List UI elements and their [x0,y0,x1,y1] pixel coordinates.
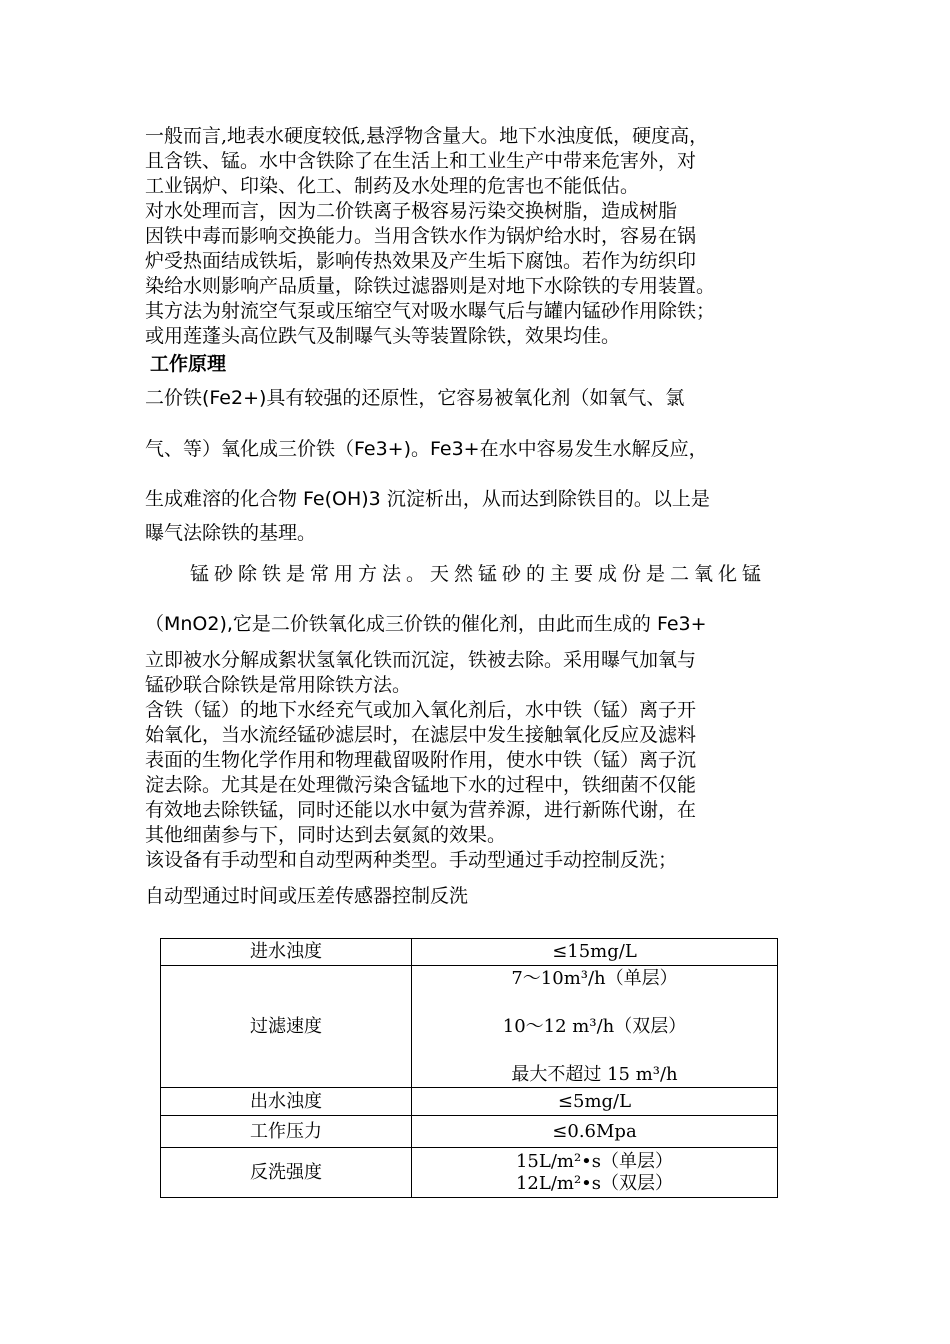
cell-spacer [412,1038,777,1064]
text-line: 一般而言,地表水硬度较低,悬浮物含量大。地下水浊度低，硬度高， [145,125,709,147]
table-cell-label: 过滤速度 [161,966,412,1088]
text-line: 因铁中毒而影响交换能力。当用含铁水作为锅炉给水时，容易在锅 [145,225,697,247]
text-line: 表面的生物化学作用和物理截留吸附作用，使水中铁（锰）离子沉 [145,749,697,771]
table-cell-label: 出水浊度 [161,1088,412,1116]
table-row [161,939,778,966]
text-line: 二价铁(Fe2+)具有较强的还原性，它容易被氧化剂（如氧气、氯 [145,387,685,409]
text-line: 炉受热面结成铁垢，影响传热效果及产生垢下腐蚀。若作为纺织印 [145,250,697,272]
cell-line: 12L/m²•s（双层） [515,1172,674,1194]
table-cell-label: 工作压力 [161,1116,412,1148]
cell-spacer [412,990,777,1016]
text-line: 对水处理而言，因为二价铁离子极容易污染交换树脂，造成树脂 [145,200,678,222]
table-cell-value: ≤5mg/L [412,1088,778,1116]
text-line: 或用莲蓬头高位跌气及制曝气头等装置除铁，效果均佳。 [145,325,621,347]
text-line: 始氧化，当水流经锰砂滤层时，在滤层中发生接触氧化反应及滤料 [145,724,697,746]
text-line: 有效地去除铁锰，同时还能以水中氨为营养源，进行新陈代谢，在 [145,799,697,821]
table-cell-value: ≤15mg/L [412,939,778,966]
text-line: 其他细菌参与下，同时达到去氨氮的效果。 [145,824,507,846]
text-line: 曝气法除铁的基理。 [145,522,317,544]
text-line: 该设备有手动型和自动型两种类型。手动型通过手动控制反洗； [145,849,678,871]
text-line: 生成难溶的化合物 Fe(OH)3 沉淀析出，从而达到除铁目的。以上是 [145,488,710,510]
table-cell-value [412,966,778,1088]
text-line: 淀去除。尤其是在处理微污染含锰地下水的过程中，铁细菌不仅能 [145,774,697,796]
table-row [161,966,778,1088]
spec-table [160,938,778,1198]
table-cell-label: 进水浊度 [161,939,412,966]
text-line: 锰砂除铁是常用方法。天然锰砂的主要成份是二氧化锰 [190,563,767,585]
cell-line: 15L/m²•s（单层） [515,1150,674,1172]
table-cell-value: ≤0.6Mpa [412,1116,778,1148]
text-line: 立即被水分解成絮状氢氧化铁而沉淀，铁被去除。采用曝气加氧与 [145,649,697,671]
cell-line: 7～10m³/h（单层） [511,967,678,989]
text-line: 自动型通过时间或压差传感器控制反洗 [145,885,469,907]
table-row [161,1116,778,1148]
table-row [161,1148,778,1198]
cell-line: 10～12 m³/h（双层） [502,1015,687,1037]
section-heading: 工作原理 [150,353,227,375]
text-line: 气、等）氧化成三价铁（Fe3+)。Fe3+在水中容易发生水解反应， [145,438,708,460]
text-line: （MnO2),它是二价铁氧化成三价铁的催化剂，由此而生成的 Fe3+ [145,613,707,635]
cell-line: 最大不超过 15 m³/h [511,1063,678,1085]
text-line: 染给水则影响产品质量，除铁过滤器则是对地下水除铁的专用装置。 [145,275,716,297]
text-line: 锰砂联合除铁是常用除铁方法。 [145,674,412,696]
table-cell-label: 反洗强度 [161,1148,412,1198]
text-line: 其方法为射流空气泵或压缩空气对吸水曝气后与罐内锰砂作用除铁； [145,300,716,322]
text-line: 工业锅炉、印染、化工、制药及水处理的危害也不能低估。 [145,175,640,197]
text-line: 且含铁、锰。水中含铁除了在生活上和工业生产中带来危害外，对 [145,150,697,172]
table-row [161,1088,778,1116]
text-line: 含铁（锰）的地下水经充气或加入氧化剂后，水中铁（锰）离子开 [145,699,697,721]
table-cell-value [412,1148,778,1198]
